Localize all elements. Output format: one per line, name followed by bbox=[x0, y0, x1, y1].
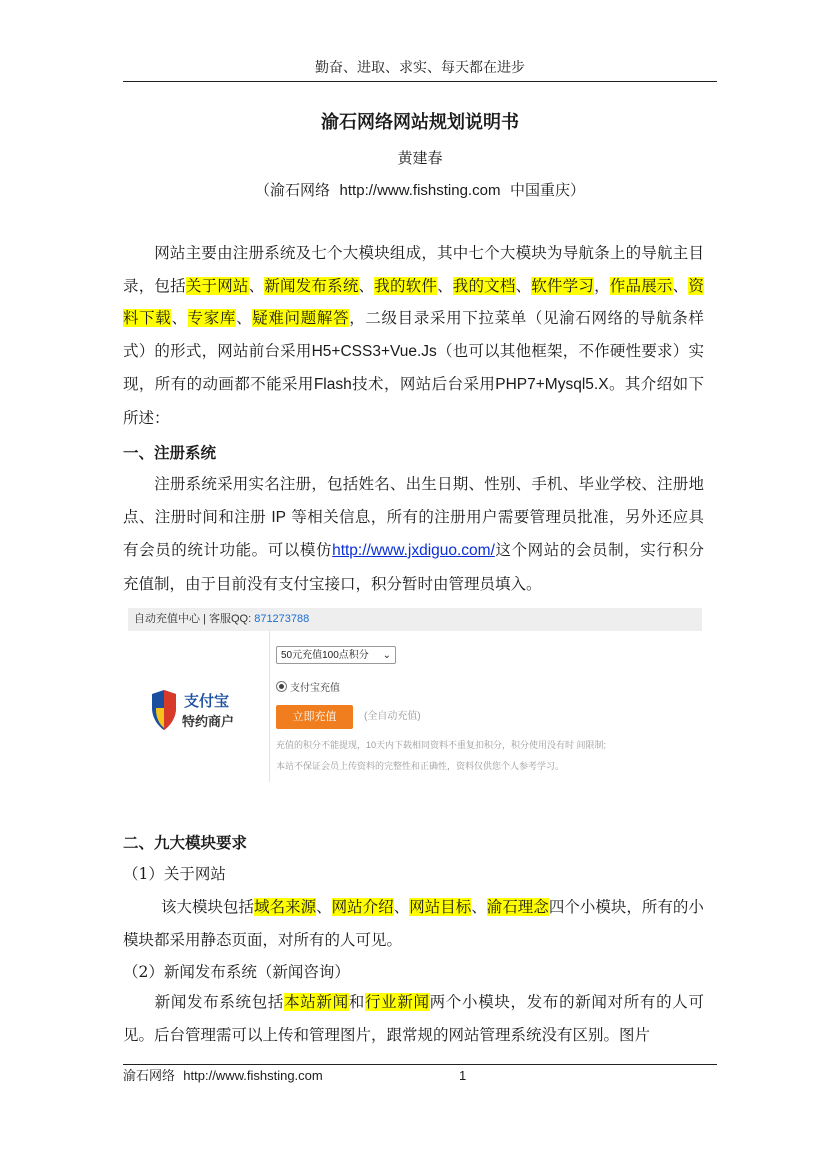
radio-selected-icon bbox=[276, 681, 287, 692]
news-paragraph: 新闻发布系统包括本站新闻和行业新闻两个小模块，发布的新闻对所有的人可见。后台管理需可以上传和管理图片，跟常规的网站管理系统没有区别。图片 bbox=[123, 993, 704, 1044]
recharge-screenshot bbox=[128, 608, 702, 782]
module-highlight: 我的文档 bbox=[452, 276, 516, 295]
document-title: 渝石网络网站规划说明书 bbox=[321, 112, 519, 133]
module-highlight: 行业新闻 bbox=[364, 993, 430, 1011]
affiliation bbox=[123, 180, 717, 201]
customer-service-qq: 871273788 bbox=[254, 613, 310, 625]
footer-url: http://www.fishsting.com bbox=[183, 1068, 323, 1083]
column-divider bbox=[269, 631, 270, 782]
module-highlight: 渝石理念 bbox=[486, 898, 549, 916]
module-highlight: 本站新闻 bbox=[284, 993, 349, 1011]
module-highlight: 作品展示 bbox=[609, 276, 673, 295]
module-highlight: 域名来源 bbox=[254, 898, 317, 916]
recharge-amount-select[interactable]: 50元充值100点积分 ⌄ bbox=[276, 646, 396, 664]
subsection-title-news: （2）新闻发布系统（新闻咨询） bbox=[123, 963, 350, 981]
subsection-title-about: （1）关于网站 bbox=[123, 865, 226, 883]
footer-org: 渝石网络 http://www.fishsting.com bbox=[123, 1068, 323, 1084]
affiliation-url: http://www.fishsting.com bbox=[339, 182, 501, 199]
registration-paragraph: 注册系统采用实名注册，包括姓名、出生日期、性别、手机、毕业学校、注册地点、注册时间和注册 IP 等相关信息，所有的注册用户需要管理员批准，另外还应具有会员的统计功能。可以模仿http://www.jxdiguo.com/这个网站的会员制，实行积分充值制，由于目前没有支付宝接口，积分暂时由管理员填入。 bbox=[123, 475, 704, 593]
alipay-radio-option[interactable]: 支付宝充值 bbox=[276, 681, 340, 696]
module-highlight: 资料下载 bbox=[123, 276, 704, 327]
module-highlight: 疑难问题解答 bbox=[252, 309, 350, 327]
footer-rule bbox=[123, 1064, 717, 1065]
recharge-note-1: 充值的积分不能提现，10天内下载相同资料不重复扣积分，积分使用没有时 间限制; bbox=[276, 740, 607, 750]
recharge-note-2: 本站不保证会员上传资料的完整性和正确性，资料仅供您个人参考学习。 bbox=[276, 761, 565, 771]
intro-paragraph: 网站主要由注册系统及七个大模块组成，其中七个大模块为导航条上的导航主目录，包括关于网站、新闻发布系统、我的软件、我的文档、软件学习，作品展示、资料下载、专家库、疑难问题解答，二级目录采用下拉菜单（见渝石网络的导航条样式）的形式，网站前台采用H5+CSS3+Vue.Js（也可以其他框架，不作硬性要求）实现，所有的动画都不能采用Flash技术，网站后台采用PHP7+Mysql5.X。其介绍如下所述： bbox=[123, 244, 704, 427]
author-name: 黄建春 bbox=[397, 149, 443, 167]
recharge-header-bar: 自动充值中心 | 客服QQ: 871273788 bbox=[128, 608, 702, 631]
module-highlight: 关于网站 bbox=[185, 276, 249, 295]
about-paragraph: 该大模块包括域名来源、网站介绍、网站目标、渝石理念四个小模块，所有的小模块都采用静态页面，对所有的人可见。 bbox=[123, 898, 704, 949]
intro-text: 网站主要由注册系统及七个大模块组成，其中七个大模块为导航条上的导航主目录，包括 bbox=[123, 244, 704, 295]
recharge-now-button[interactable]: 立即充值 bbox=[276, 705, 353, 729]
affiliation-close: 中国重庆） bbox=[510, 181, 586, 199]
module-highlight: 新闻发布系统 bbox=[264, 276, 359, 295]
module-highlight: 专家库 bbox=[187, 309, 237, 327]
header-rule bbox=[123, 81, 717, 82]
section-heading-modules: 二、九大模块要求 bbox=[123, 833, 248, 852]
section-heading-registration: 一、注册系统 bbox=[123, 443, 217, 462]
module-highlight: 我的软件 bbox=[374, 276, 438, 295]
affiliation-open: （渝石网络 bbox=[254, 181, 330, 199]
page-header-motto: 勤奋、进取、求实、每天都在进步 bbox=[315, 60, 525, 76]
page-number: 1 bbox=[459, 1068, 467, 1083]
reference-site-link[interactable]: http://www.jxdiguo.com/ bbox=[332, 542, 495, 559]
module-highlight: 网站目标 bbox=[409, 898, 472, 916]
chevron-down-icon: ⌄ bbox=[382, 650, 391, 661]
alipay-brand-text: 支付宝 bbox=[184, 692, 230, 710]
auto-recharge-note: (全自动充值) bbox=[364, 711, 421, 722]
alipay-merchant-logo bbox=[148, 686, 248, 734]
merchant-label-text: 特约商户 bbox=[182, 715, 235, 730]
module-highlight: 网站介绍 bbox=[331, 898, 394, 916]
module-highlight: 软件学习 bbox=[531, 276, 595, 295]
